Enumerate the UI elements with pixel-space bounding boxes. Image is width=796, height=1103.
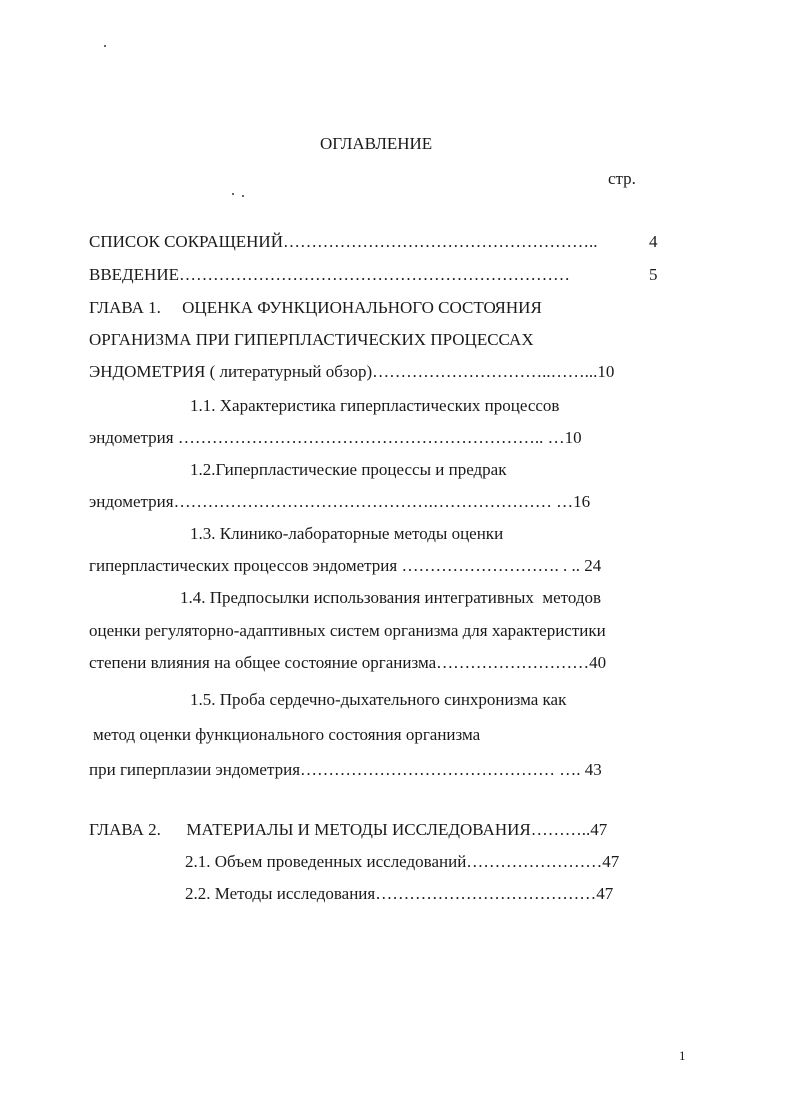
- toc-section-1-5-line3: при гиперплазии эндометрия……………………………………… …. 43: [89, 760, 602, 779]
- toc-entry-abbreviations: СПИСОК СОКРАЩЕНИЙ………………………………………………..: [89, 232, 598, 251]
- toc-chapter1-line2: ОРГАНИЗМА ПРИ ГИПЕРПЛАСТИЧЕСКИХ ПРОЦЕССАХ: [89, 330, 534, 349]
- toc-section-2-1: 2.1. Объем проведенных исследований……………………47: [185, 852, 620, 871]
- scan-speck: [242, 195, 244, 197]
- toc-section-1-1-line1: 1.1. Характеристика гиперпластических процессов: [190, 396, 560, 415]
- toc-section-1-1-line2: эндометрия ……………………………………………………….. …10: [89, 428, 582, 447]
- toc-section-1-5-line2: метод оценки функционального состояния организма: [93, 725, 481, 744]
- toc-section-1-4-line1: 1.4. Предпосылки использования интегративных методов: [180, 588, 602, 607]
- toc-chapter2: ГЛАВА 2. МАТЕРИАЛЫ И МЕТОДЫ ИССЛЕДОВАНИЯ………..47: [89, 820, 608, 839]
- toc-section-1-3-line1: 1.3. Клинико-лабораторные методы оценки: [190, 524, 504, 543]
- toc-section-1-4-line2: оценки регуляторно-адаптивных систем организма для характеристики: [89, 621, 606, 640]
- toc-chapter1-line3: ЭНДОМЕТРИЯ ( литературный обзор)…………………………..……...10: [89, 362, 615, 381]
- toc-section-1-5-line1: 1.5. Проба сердечно-дыхательного синхронизма как: [190, 690, 567, 709]
- toc-entry-introduction: ВВЕДЕНИЕ……………………………………………………………: [89, 265, 570, 284]
- page-column-label: стр.: [608, 169, 636, 188]
- toc-chapter1-line1: ГЛАВА 1. ОЦЕНКА ФУНКЦИОНАЛЬНОГО СОСТОЯНИЯ: [89, 298, 542, 317]
- page-title: ОГЛАВЛЕНИЕ: [320, 134, 433, 153]
- scan-speck: [232, 193, 234, 195]
- toc-section-1-3-line2: гиперпластических процессов эндометрия ………………………. . .. 24: [89, 556, 602, 575]
- toc-page-introduction: 5: [649, 265, 658, 284]
- toc-section-1-2-line1: 1.2.Гиперпластические процессы и предрак: [190, 460, 507, 479]
- scan-speck: [104, 45, 106, 47]
- toc-section-1-4-line3: степени влияния на общее состояние организма………………………40: [89, 653, 607, 672]
- toc-section-2-2: 2.2. Методы исследования…………………………………47: [185, 884, 614, 903]
- toc-section-1-2-line2: эндометрия……………………………………….………………… …16: [89, 492, 591, 511]
- toc-page-abbreviations: 4: [649, 232, 658, 251]
- page-number: 1: [679, 1048, 686, 1063]
